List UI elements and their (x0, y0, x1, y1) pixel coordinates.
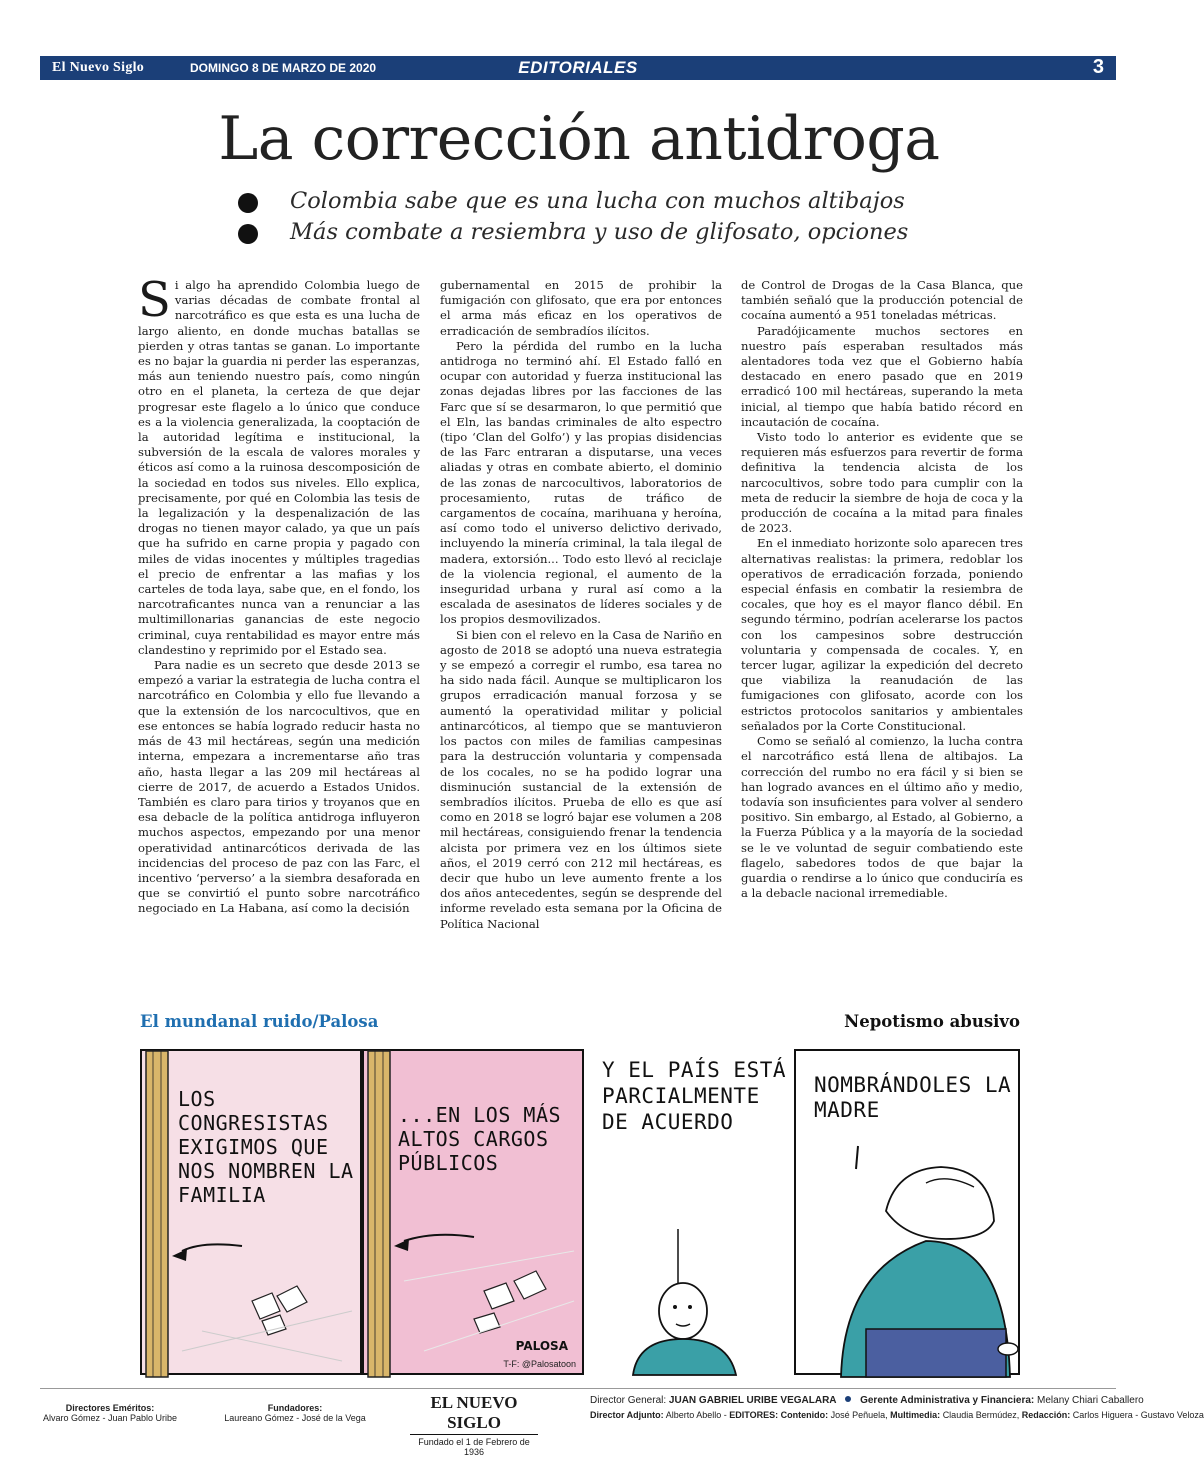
footer-logo (410, 1393, 538, 1457)
emeritos-block (40, 1403, 180, 1423)
editores-contenido: José Peñuela, (830, 1410, 888, 1420)
editores-label: EDITORES: Contenido: (729, 1410, 829, 1420)
redaccion-label: Redacción: (1021, 1410, 1071, 1420)
staff-credits: Director General: JUAN GABRIEL URIBE VEGALARA Gerente Administrativa y Financiera: Melany Chiari Caballero Director Adjunto: Alberto Abello - EDITORES: Contenido: José Peñuela, Multimedia: Claudia Bermúdez, Redacción: Carlos Higuera - Gustavo Veloza (590, 1395, 1204, 1420)
column-illustration (364, 1051, 586, 1377)
fundadores-names: Laureano Gómez - José de la Vega (224, 1413, 366, 1423)
cartoon-section-label: El mundanal ruido/Palosa (140, 1012, 379, 1031)
article-column-1 (138, 272, 420, 917)
article-paragraph: Para nadie es un secreto que desde 2013 se empezó a variar la estrategia de lucha contra el narcotráfico en Colombia y ello fue llevando a que la extensión de los narcocultivos, que en ese entonces se había logrado reducir hasta no más de 43 mil hectáreas, según una medición interna, empezara a incrementarse año tras año, hasta llegar a las 209 mil hectáreas al cierre de 2017, de acuerdo a Estados Unidos. También es claro para tirios y troyanos que en esa debacle de la política antidroga influyeron muchos aspectos, empezando por una menor operatividad antinarcóticos derivada de las incidencias del proceso de paz con las Farc, el incentivo ‘perverso’ a la siembra desaforada en que se convirtió el punto sobre narcotráfico negociado en La Habana, así como la decisión (138, 658, 420, 916)
article-paragraph: Si bien con el relevo en la Casa de Nariño en agosto de 2018 se adoptó una nueva estrategia y se empezó a corregir el rumbo, esa tarea no ha sido nada fácil. Aunque se multiplicaron los grupos erradicación manual forzosa y se aumentó la operatividad militar y policial antinarcóticos, al tiempo que se mantuvieron los pactos con miles de familias campesinas para la destrucción voluntaria y compensada de los cocales, no se ha podido lograr una disminución sustancial de la extensión de sembradíos ilícitos. Prueba de ello es que así como en 2018 se logró bajar ese volumen a 208 mil hectáreas, consiguiendo frenar la tendencia alcista por primera vez en los últimos siete años, el 2019 cerró con 212 mil hectáreas, es decir que hubo un leve aumento frente a los dos años antecedentes, según se desprende del informe revelado esta semana por la Oficina de Política Nacional (440, 627, 722, 931)
comic-panel-1 (140, 1049, 362, 1375)
separator-dot-icon (845, 1396, 851, 1402)
masthead: El Nuevo Siglo (52, 60, 145, 75)
article-paragraph: Como se señaló al comienzo, la lucha contra el narcotráfico está llena de altibajos. La corrección del rumbo no era fácil y si bien se han logrado avances en el último año y medio, todavía son insuficientes para volver al sendero positivo. Sin embargo, al Estado, al Gobierno, a la Fuerza Pública y a la mayoría de la sociedad se le ve voluntad de seguir combatiendo este flagelo, sabedores todos de que bajar la guardia o rendirse a lo único que conduciría es a la debacle nacional irremediable. (741, 734, 1023, 901)
subhead-2 (238, 217, 938, 248)
comic-strip (140, 1049, 1020, 1375)
article-paragraph: gubernamental en 2015 de prohibir la fumigación con glifosato, que era por entonces el arma más eficaz en los operativos de erradicación de sembradíos ilícitos. (440, 278, 722, 338)
speech-text: ...EN LOS MÁS ALTOS CARGOS PÚBLICOS (398, 1103, 562, 1175)
artist-signature: PALOSA (515, 1339, 568, 1353)
subhead-text: Más combate a resiembra y uso de glifosato, opciones (290, 219, 909, 245)
subhead-text: Colombia sabe que es una lucha con muchos altibajos (290, 188, 905, 214)
article-paragraph: En el inmediato horizonte solo aparecen tres alternativas realistas: la primera, redoblar los operativos de erradicación forzada, poniendo especial énfasis en combatir la resiembra de cocales, que hoy es el mayor flanco débil. En segundo término, podrían acelerarse los pactos con los campesinos sobre destrucción voluntaria y compensada de cocales. Y, en tercer lugar, agilizar la expedición del decreto que viabiliza la reanudación de las fumigaciones con glifosato, acorde con los estrictos protocolos sanitarios y ambientales señalados por la Corte Constitucional. (741, 536, 1023, 733)
emeritos-names: Alvaro Gómez - Juan Pablo Uribe (42, 1413, 178, 1423)
fundadores-block (220, 1403, 370, 1423)
article-paragraph: Visto todo lo anterior es evidente que se requieren más esfuerzos para revertir de forma definitiva la tendencia alcista de los narcocultivos, sobre todo para cumplir con la meta de reducir la siembre de hoja de coca y la producción de cocaína a la mitad para finales de 2023. (741, 430, 1023, 536)
logo-text: EL NUEVO SIGLO (410, 1393, 538, 1435)
bullet-icon (238, 224, 258, 244)
drop-cap: S (138, 272, 171, 328)
speech-text: NOMBRÁNDOLES LA MADRE (814, 1073, 1012, 1122)
director-adjunto-label: Director Adjunto: (590, 1410, 664, 1420)
gerente-label: Gerente Administrativa y Financiera: (860, 1395, 1035, 1406)
comic-panel-2 (362, 1049, 584, 1375)
page-footer (40, 1388, 1204, 1457)
bullet-icon (238, 193, 258, 213)
artist-credit: T-F: @Palosatoon (503, 1359, 576, 1369)
comic-panel-3 (588, 1049, 788, 1375)
redaccion-names: Carlos Higuera - Gustavo Veloza (1072, 1410, 1204, 1420)
page-header-bar (40, 56, 1116, 80)
gerente-name: Melany Chiari Caballero (1037, 1395, 1144, 1406)
multimedia-label: Multimedia: (890, 1410, 941, 1420)
issue-date: DOMINGO 8 DE MARZO DE 2020 (190, 61, 377, 75)
cartoon-title: Nepotismo abusivo (844, 1012, 1020, 1031)
director-general-label: Director General: (590, 1395, 667, 1406)
article-paragraph: Paradójicamente muchos sectores en nuestro país esperaban resultados más alentadores toda vez que el Gobierno había destacado en enero pasado que en 2019 erradicó 100 mil hectáreas, superando la meta inicial, al tiempo que había batido récord en incautación de cocaína. (741, 323, 1023, 429)
subheads (238, 186, 938, 248)
subhead-1 (238, 186, 938, 217)
article-paragraph: Si algo ha aprendido Colombia luego de varias décadas de combate frontal al narcotráfico es que esta es una lucha de largo aliento, en donde muchas batallas se pierden y otras tantas se ganan. Lo importante es no bajar la guardia ni perder las esperanzas, más aun teniendo nuestro país, como ningún otro en el planeta, la certeza de que dejar progresar este flagelo a lo único que conduce es a la violencia generalizada, la cooptación de la autoridad legítima e institucional, la subversión de la escala de valores morales y éticos así como a la ruinosa descomposición de la sociedad en todos sus niveles. Ello explica, precisamente, por qué en Colombia las tesis de la legalización y la despenalización de las drogas no tienen mayor calado, ya que un país que ha sufrido en carne propia y pagado con miles de vidas inocentes y múltiples tragedias el precio de enfrentar a las mafias y los carteles de toda laya, sabe que, en el fondo, los narcotraficantes nunca van a renunciar a las multimillonarias ganancias de este negocio criminal, cuya rentabilidad es mayor entre más clandestino y reprimido por el Estado sea. (138, 272, 420, 657)
speech-text: LOS CONGRESISTAS EXIGIMOS QUE NOS NOMBREN LA FAMILIA (178, 1087, 354, 1207)
director-general-name: JUAN GABRIEL URIBE VEGALARA (668, 1395, 837, 1406)
founded-text: Fundado el 1 de Febrero de 1936 (418, 1437, 530, 1457)
speech-text: Y EL PAÍS ESTÁ PARCIALMENTE DE ACUERDO (602, 1058, 787, 1134)
multimedia-name: Claudia Bermúdez, (942, 1410, 1020, 1420)
article-paragraph: Pero la pérdida del rumbo en la lucha antidroga no terminó ahí. El Estado falló en ocupar con autoridad y fuerza institucional las zonas dejadas libres por las facciones de las Farc que sí se desarmaron, lo que permitió que el Eln, las bandas criminales de alto espectro (tipo ‘Clan del Golfo’) y las propias disidencias de las Farc entraran a disputarse, una veces aliadas y otras en combate abierto, el dominio de las zonas de narcocultivos, laboratorios de procesamiento, rutas de tráfico de cargamentos de cocaína, marihuana y heroína, así como todo el universo delictivo derivado, incluyendo la minería criminal, la tala ilegal de madera, extorsión... Todo esto llevó al reciclaje de la violencia regional, el aumento de la inseguridad urbana y rural así como a la escalada de asesinatos de líderes sociales y de los propios desmovilizados. (440, 338, 722, 627)
article-paragraph: de Control de Drogas de la Casa Blanca, que también señaló que la producción potencial de cocaína aumentó a 951 toneladas métricas. (741, 278, 1023, 323)
article-column-2 (440, 278, 722, 932)
fundadores-label: Fundadores: (267, 1403, 323, 1413)
emeritos-label: Directores Eméritos: (65, 1403, 155, 1413)
director-adjunto-name: Alberto Abello (665, 1410, 722, 1420)
headline: La corrección antidroga (218, 104, 940, 174)
section-title: EDITORIALES (518, 58, 638, 77)
article-column-3 (741, 278, 1023, 901)
page-number: 3 (1092, 56, 1104, 78)
comic-panel-4 (794, 1049, 1020, 1375)
